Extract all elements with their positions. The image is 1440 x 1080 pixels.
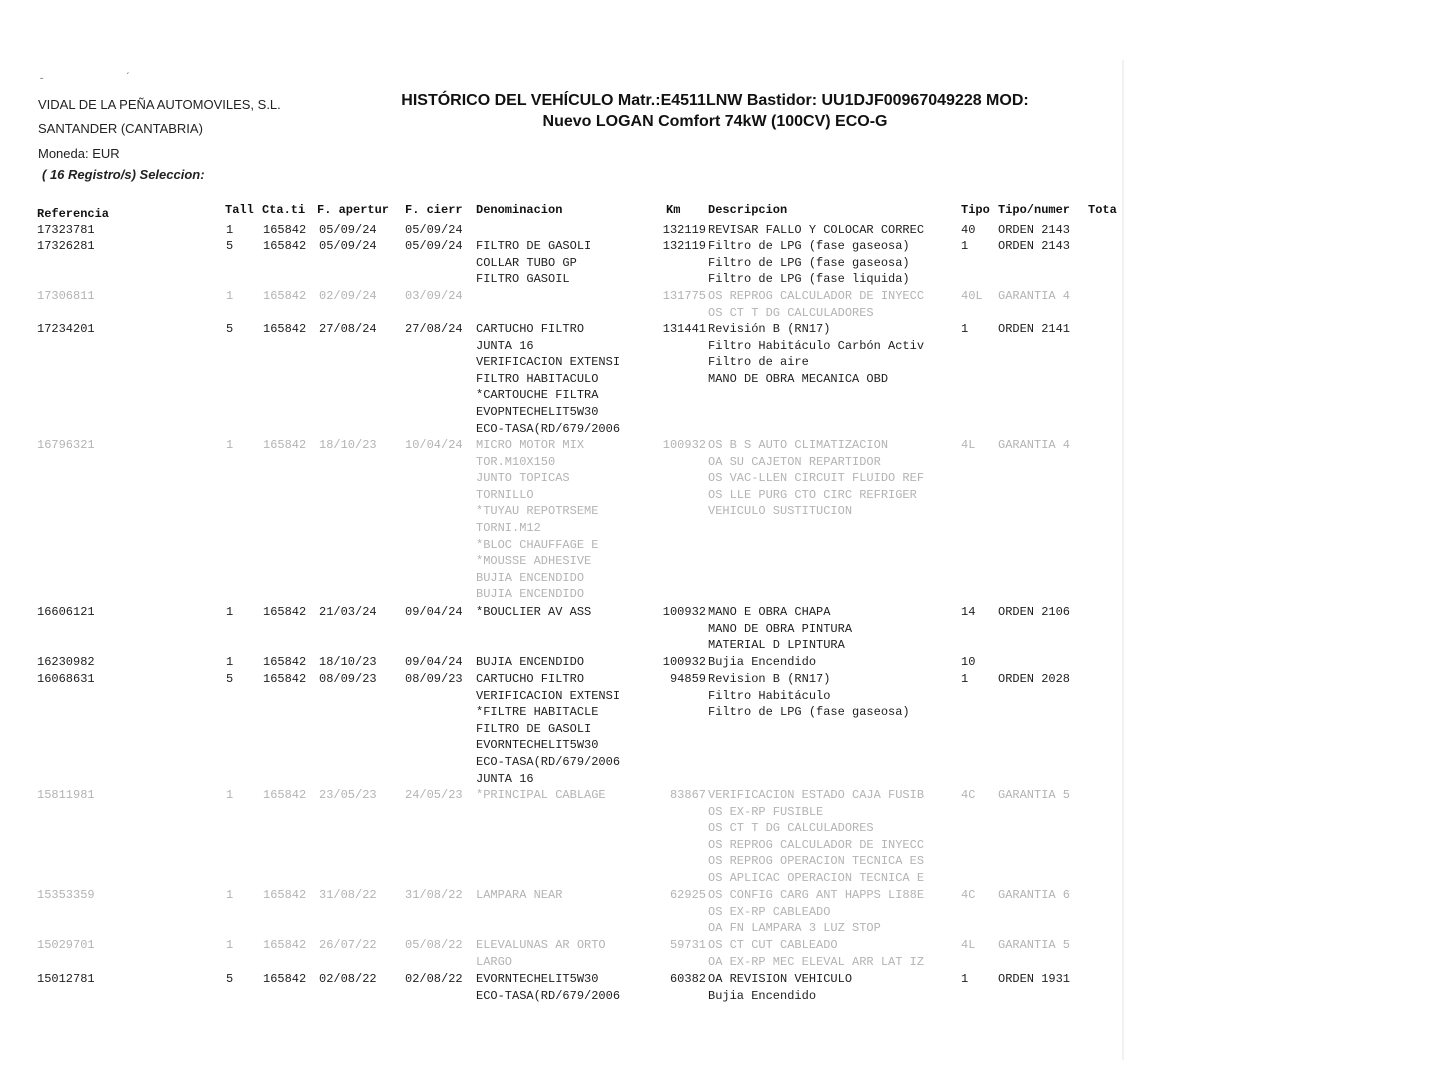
col-header-f-cierre: F. cierr — [405, 203, 463, 217]
row-tipo-numero: ORDEN 2028 — [998, 672, 1071, 686]
row-denominacion-line: COLLAR TUBO GP — [476, 255, 577, 270]
company-name: VIDAL DE LA PEÑA AUTOMOVILES, S.L. — [38, 97, 281, 112]
row-denominacion-line: ECO-TASA(RD/679/2006 — [476, 755, 621, 769]
row-fecha-cierre: 08/09/23 — [405, 672, 463, 686]
col-header-km: Km — [666, 203, 681, 217]
row-tipo-numero: GARANTIA 6 — [998, 888, 1071, 902]
row-cuenta: 165842 — [263, 239, 307, 253]
row-denominacion-line: MICRO MOTOR MIX — [476, 438, 585, 452]
currency-label: Moneda: EUR — [38, 146, 120, 161]
row-denominacion-line: *FILTRE HABITACLE — [476, 705, 599, 720]
col-header-f-apertura: F. apertur — [317, 203, 390, 217]
row-tipo: 4L — [961, 438, 976, 452]
record-count: ( 16 Registro/s) Seleccion: — [42, 167, 205, 182]
scan-marks: ˗ ˊ — [40, 72, 170, 83]
row-descripcion-line: OA REVISION VEHICULO — [708, 972, 853, 986]
row-referencia: 16230982 — [37, 655, 95, 669]
row-denominacion-line: *CARTOUCHE FILTRA — [476, 388, 599, 403]
row-tipo-numero: ORDEN 2141 — [998, 322, 1071, 336]
row-tipo: 10 — [961, 655, 976, 669]
row-km: 132119 — [662, 223, 706, 237]
row-cuenta: 165842 — [263, 322, 307, 336]
title-line-1: HISTÓRICO DEL VEHÍCULO Matr.:E4511LNW Bastidor: UU1DJF00967049228 MOD: — [401, 92, 1029, 109]
row-taller: 5 — [226, 672, 234, 686]
row-descripcion-line: OS CT T DG CALCULADORES — [708, 821, 874, 836]
row-tipo-numero: GARANTIA 5 — [998, 788, 1071, 802]
row-descripcion-line: OS CONFIG CARG ANT HAPPS LI88E — [708, 888, 925, 902]
row-tipo: 1 — [961, 972, 969, 986]
row-tipo: 40 — [961, 223, 976, 237]
row-referencia: 15029701 — [37, 938, 95, 952]
row-fecha-apertura: 05/09/24 — [319, 239, 377, 253]
row-tipo: 4C — [961, 788, 976, 802]
row-fecha-cierre: 09/04/24 — [405, 655, 463, 669]
row-taller: 1 — [226, 938, 234, 952]
row-denominacion-line: *PRINCIPAL CABLAGE — [476, 788, 606, 802]
row-referencia: 16068631 — [37, 672, 95, 686]
row-denominacion-line: VERIFICACION EXTENSI — [476, 355, 621, 370]
row-denominacion-line: *TUYAU REPOTRSEME — [476, 504, 599, 519]
row-denominacion-line: *BLOC CHAUFFAGE E — [476, 537, 599, 552]
row-descripcion-line: MANO DE OBRA MECANICA OBD — [708, 371, 889, 386]
row-descripcion-line: Revision B (RN17) — [708, 672, 831, 686]
row-descripcion-line: OS LLE PURG CTO CIRC REFRIGER — [708, 487, 917, 502]
row-descripcion-line: REVISAR FALLO Y COLOCAR CORREC — [708, 223, 925, 237]
row-denominacion-line: EVORNTECHELIT5W30 — [476, 738, 599, 753]
row-fecha-apertura: 21/03/24 — [319, 605, 377, 619]
row-cuenta: 165842 — [263, 888, 307, 902]
row-denominacion-line: CARTUCHO FILTRO — [476, 672, 585, 686]
row-taller: 5 — [226, 972, 234, 986]
row-cuenta: 165842 — [263, 938, 307, 952]
row-descripcion-line: OS APLICAC OPERACION TECNICA E — [708, 871, 925, 885]
row-km: 131441 — [662, 322, 706, 336]
row-referencia: 16796321 — [37, 438, 95, 452]
row-fecha-cierre: 31/08/22 — [405, 888, 463, 902]
row-denominacion-line: CARTUCHO FILTRO — [476, 322, 585, 336]
row-tipo: 1 — [961, 672, 969, 686]
row-descripcion-line: Filtro de LPG (fase gaseosa) — [708, 239, 910, 253]
row-descripcion-line: OS CT T DG CALCULADORES — [708, 305, 874, 320]
row-denominacion-line: LAMPARA NEAR — [476, 888, 563, 902]
row-denominacion-line: EVOPNTECHELIT5W30 — [476, 405, 599, 419]
row-cuenta: 165842 — [263, 289, 307, 303]
company-block — [38, 93, 281, 141]
row-cuenta: 165842 — [263, 438, 307, 452]
row-descripcion-line: Filtro de LPG (fase gaseosa) — [708, 705, 910, 720]
row-fecha-apertura: 31/08/22 — [319, 888, 377, 902]
col-header-tall: Tall — [225, 203, 254, 217]
row-tipo: 14 — [961, 605, 976, 619]
row-denominacion-line: BUJIA ENCENDIDO — [476, 655, 585, 669]
row-denominacion-line: EVORNTECHELIT5W30 — [476, 972, 599, 986]
row-referencia: 16606121 — [37, 605, 95, 619]
row-fecha-apertura: 05/09/24 — [319, 223, 377, 237]
row-fecha-cierre: 10/04/24 — [405, 438, 463, 452]
row-tipo: 1 — [961, 322, 969, 336]
row-descripcion-line: Filtro de LPG (fase liquida) — [708, 272, 910, 287]
col-header-referencia: Referencia — [37, 207, 110, 221]
row-taller: 5 — [226, 239, 234, 253]
row-denominacion-line: TORNI.M12 — [476, 521, 541, 535]
row-taller: 1 — [226, 223, 234, 237]
row-km: 100932 — [662, 605, 706, 619]
row-fecha-cierre: 05/09/24 — [405, 239, 463, 253]
row-fecha-cierre: 05/09/24 — [405, 223, 463, 237]
row-fecha-cierre: 03/09/24 — [405, 289, 463, 303]
row-cuenta: 165842 — [263, 672, 307, 686]
row-descripcion-line: OS B S AUTO CLIMATIZACION — [708, 438, 889, 452]
row-descripcion-line: Bujia Encendido — [708, 988, 817, 1003]
row-descripcion-line: OS REPROG OPERACION TECNICA ES — [708, 854, 925, 869]
row-descripcion-line: Filtro Habitáculo Carbón Activ — [708, 338, 925, 353]
row-denominacion-line: ELEVALUNAS AR ORTO — [476, 938, 606, 952]
row-denominacion-line: FILTRO GASOIL — [476, 272, 570, 287]
row-denominacion-line: ECO-TASA(RD/679/2006 — [476, 988, 621, 1003]
row-tipo-numero: GARANTIA 4 — [998, 438, 1071, 452]
row-referencia: 17326281 — [37, 239, 95, 253]
row-denominacion-line: *MOUSSE ADHESIVE — [476, 554, 592, 569]
row-denominacion-line: ECO-TASA(RD/679/2006 — [476, 421, 621, 436]
row-descripcion-line: OS CT CUT CABLEADO — [708, 938, 838, 952]
row-taller: 1 — [226, 888, 234, 902]
row-referencia: 17323781 — [37, 223, 95, 237]
row-descripcion-line: Bujia Encendido — [708, 655, 817, 669]
row-cuenta: 165842 — [263, 972, 307, 986]
row-descripcion-line: Filtro de LPG (fase gaseosa) — [708, 255, 910, 270]
row-tipo: 4C — [961, 888, 976, 902]
row-tipo-numero: ORDEN 2143 — [998, 239, 1071, 253]
row-km: 100932 — [662, 438, 706, 452]
row-fecha-cierre: 02/08/22 — [405, 972, 463, 986]
row-tipo: 40L — [961, 289, 983, 303]
row-fecha-cierre: 09/04/24 — [405, 605, 463, 619]
row-fecha-apertura: 18/10/23 — [319, 655, 377, 669]
row-taller: 1 — [226, 438, 234, 452]
row-descripcion-line: MATERIAL D LPINTURA — [708, 638, 845, 653]
col-header-total: Tota — [1088, 203, 1117, 217]
col-header-descripcion: Descripcion — [708, 203, 788, 217]
col-header-tipo: Tipo — [961, 203, 990, 217]
row-fecha-apertura: 02/09/24 — [319, 289, 377, 303]
row-fecha-cierre: 05/08/22 — [405, 938, 463, 952]
row-denominacion-line: LARGO — [476, 954, 513, 969]
row-taller: 1 — [226, 289, 234, 303]
row-km: 100932 — [662, 655, 706, 669]
row-denominacion-line: BUJIA ENCENDIDO — [476, 570, 585, 585]
row-referencia: 15353359 — [37, 888, 95, 902]
row-taller: 1 — [226, 655, 234, 669]
row-cuenta: 165842 — [263, 223, 307, 237]
document-title — [350, 90, 1080, 132]
row-descripcion-line: OS EX-RP CABLEADO — [708, 904, 831, 919]
row-descripcion-line: OA SU CAJETON REPARTIDOR — [708, 454, 881, 469]
row-descripcion-line: OA EX-RP MEC ELEVAL ARR LAT IZ — [708, 954, 925, 969]
row-taller: 1 — [226, 605, 234, 619]
row-referencia: 15012781 — [37, 972, 95, 986]
row-km: 62925 — [669, 888, 706, 902]
row-fecha-apertura: 23/05/23 — [319, 788, 377, 802]
row-tipo-numero: ORDEN 2106 — [998, 605, 1071, 619]
title-line-2: Nuevo LOGAN Comfort 74kW (100CV) ECO-G — [542, 113, 888, 130]
col-header-tipo-numero: Tipo/numer — [998, 203, 1071, 217]
row-fecha-apertura: 27/08/24 — [319, 322, 377, 336]
row-km: 60382 — [669, 972, 706, 986]
col-header-cta: Cta.ti — [262, 203, 306, 217]
row-descripcion-line: OS VAC-LLEN CIRCUIT FLUIDO REF — [708, 471, 925, 486]
row-denominacion-line: TORNILLO — [476, 487, 534, 502]
row-tipo-numero: ORDEN 2143 — [998, 223, 1071, 237]
row-denominacion-line: VERIFICACION EXTENSI — [476, 688, 621, 703]
row-denominacion-line: BUJIA ENCENDIDO — [476, 587, 585, 602]
row-tipo-numero: ORDEN 1931 — [998, 972, 1071, 986]
row-taller: 5 — [226, 322, 234, 336]
row-denominacion-line: FILTRO DE GASOLI — [476, 721, 592, 736]
row-descripcion-line: VERIFICACION ESTADO CAJA FUSIB — [708, 788, 925, 802]
row-descripcion-line: Filtro de aire — [708, 355, 809, 370]
row-fecha-apertura: 18/10/23 — [319, 438, 377, 452]
row-tipo: 4L — [961, 938, 976, 952]
company-city: SANTANDER (CANTABRIA) — [38, 121, 203, 136]
row-descripcion-line: MANO E OBRA CHAPA — [708, 605, 831, 619]
row-fecha-apertura: 26/07/22 — [319, 938, 377, 952]
row-tipo-numero: GARANTIA 5 — [998, 938, 1071, 952]
row-cuenta: 165842 — [263, 655, 307, 669]
row-descripcion-line: OS REPROG CALCULADOR DE INYECC — [708, 289, 925, 303]
row-cuenta: 165842 — [263, 605, 307, 619]
row-denominacion-line: JUNTA 16 — [476, 771, 534, 786]
row-fecha-cierre: 27/08/24 — [405, 322, 463, 336]
row-descripcion-line: OA FN LAMPARA 3 LUZ STOP — [708, 921, 881, 936]
row-denominacion-line: TOR.M10X150 — [476, 454, 556, 469]
row-denominacion-line: FILTRO HABITACULO — [476, 371, 599, 386]
row-descripcion-line: Revisión B (RN17) — [708, 322, 831, 336]
row-descripcion-line: OS REPROG CALCULADOR DE INYECC — [708, 837, 925, 852]
row-fecha-apertura: 02/08/22 — [319, 972, 377, 986]
row-denominacion-line: JUNTO TOPICAS — [476, 471, 570, 486]
row-referencia: 15811981 — [37, 788, 95, 802]
row-referencia: 17234201 — [37, 322, 95, 336]
row-referencia: 17306811 — [37, 289, 95, 303]
col-header-denominacion: Denominacion — [476, 203, 563, 217]
row-fecha-cierre: 24/05/23 — [405, 788, 463, 802]
row-km: 131775 — [662, 289, 706, 303]
row-km: 94859 — [669, 672, 706, 686]
row-cuenta: 165842 — [263, 788, 307, 802]
row-descripcion-line: MANO DE OBRA PINTURA — [708, 621, 853, 636]
row-descripcion-line: OS EX-RP FUSIBLE — [708, 804, 824, 819]
row-km: 132119 — [662, 239, 706, 253]
row-denominacion-line: FILTRO DE GASOLI — [476, 239, 592, 253]
row-descripcion-line: Filtro Habitáculo — [708, 688, 831, 703]
row-denominacion-line: *BOUCLIER AV ASS — [476, 605, 592, 619]
row-km: 83867 — [669, 788, 706, 802]
row-descripcion-line: VEHICULO SUSTITUCION — [708, 504, 853, 519]
page-edge-shadow — [1122, 60, 1124, 1060]
row-km: 59731 — [669, 938, 706, 952]
row-fecha-apertura: 08/09/23 — [319, 672, 377, 686]
row-taller: 1 — [226, 788, 234, 802]
row-denominacion-line: JUNTA 16 — [476, 338, 534, 353]
row-tipo-numero: GARANTIA 4 — [998, 289, 1071, 303]
row-tipo: 1 — [961, 239, 969, 253]
